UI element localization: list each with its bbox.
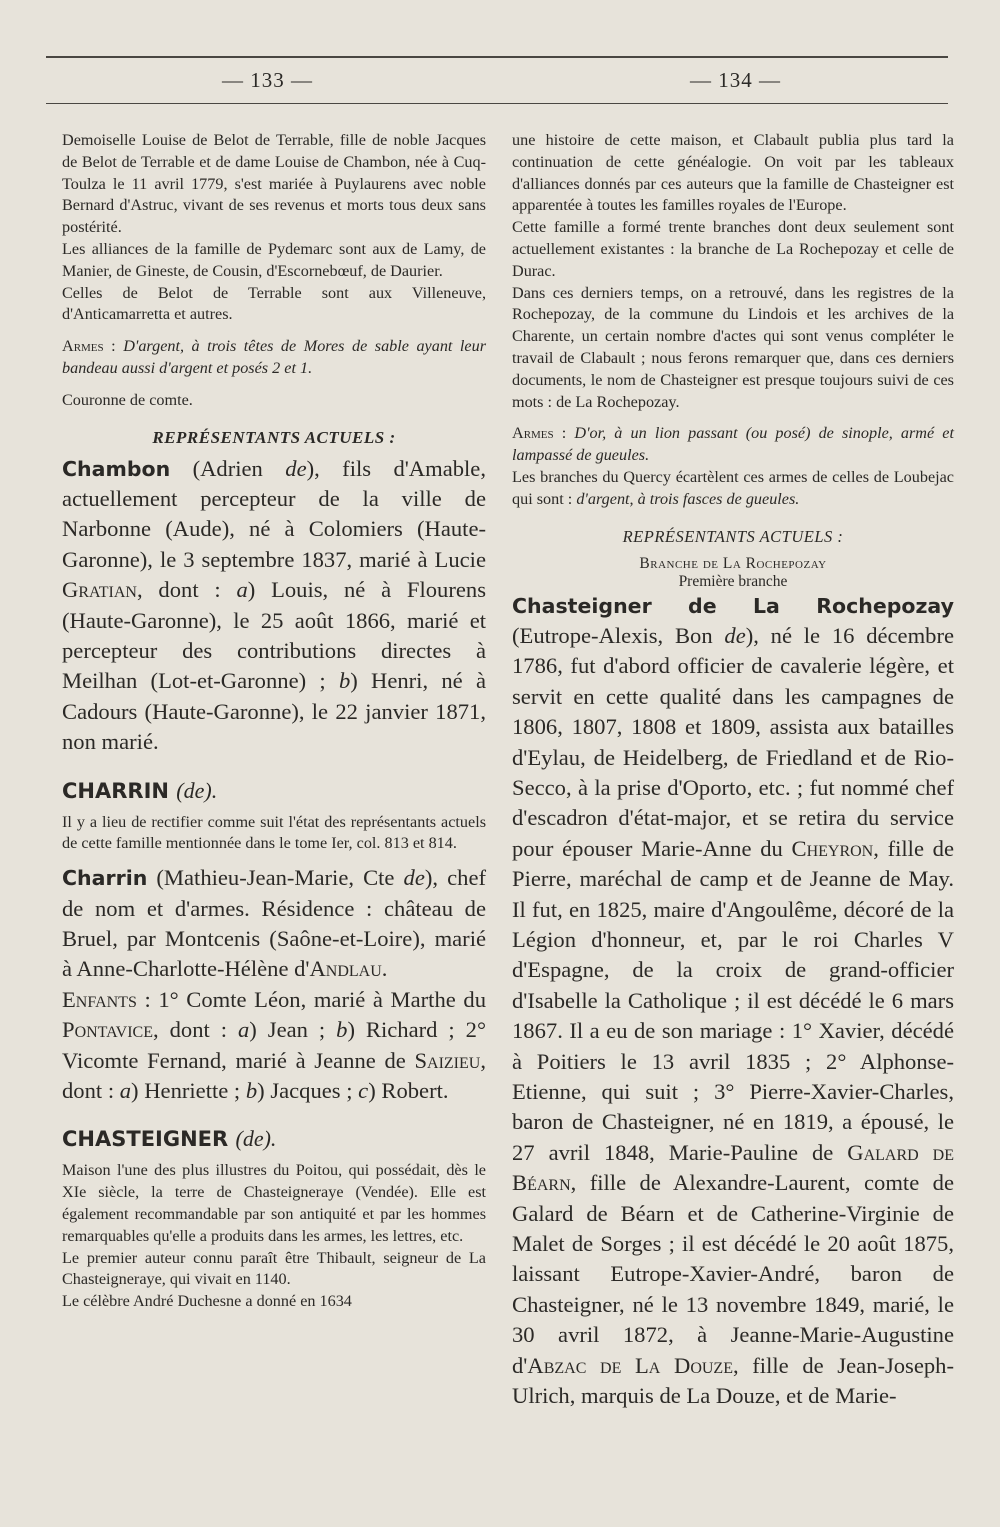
chasteigner-heading: CHASTEIGNER (de).: [62, 1126, 277, 1152]
premiere-branche: Première branche: [678, 572, 788, 590]
charrin-entry: Charrin (Mathieu-Jean-Marie, Cte de), chef de nom et d'armes. Résidence : château de Bruel, par Montcenis (Saône-et-Loire), marié à Anne-Charlotte-Hélène d'Andlau.: [62, 865, 486, 982]
charrin-heading: CHARRIN (de).: [62, 777, 218, 803]
left-page-number: — 133 —: [222, 68, 313, 92]
charrin-note: Il y a lieu de rectifier comme suit l'état des représentants actuels de cette famille mentionnée dans le tome Ier, col. 813 et 814.: [62, 812, 486, 853]
header-rule: [46, 103, 948, 104]
right-page-number: — 134 —: [690, 68, 781, 92]
right-paragraph-2: Cette famille a formé trente branches dont deux seulement sont actuellement existantes : la branche de La Rochepozay et celle de Durac.: [512, 218, 954, 280]
enfants-entry: Enfants : 1° Comte Léon, marié à Marthe du Pontavice, dont : a) Jean ; b) Richard ; 2° Vicomte Fernand, marié à Jeanne de Saizieu, dont : a) Henriette ; b) Jacques ; c) Robert.: [62, 986, 486, 1104]
right-paragraph-3: Dans ces derniers temps, on a retrouvé, dans les registres de la Rochepozay, de la commune du Lindois et les archives de la Charente, un certain nombre d'actes qui sont venus compléter le travail de Clabault ; nous ferons remarquer que, dans ces derniers documents, le nom de Chasteigner est presque toujours suivi de ces mots : de La Rochepozay.: [512, 283, 954, 411]
chasteigner-paragraph-3: Le célèbre André Duchesne a donné en 1634: [62, 1292, 352, 1311]
right-column: [512, 130, 954, 1412]
chasteigner-paragraph-1: Maison l'une des plus illustres du Poitou, qui possédait, dès le XIe siècle, la terre de Chasteigneraye (Vendée). Elle est également recommandable par son antiquité et par les hommes remarquables qu'elle a produits dans les armes, les lettres, etc.: [62, 1161, 486, 1245]
left-column: [62, 130, 486, 1313]
branche-heading: Branche de La Rochepozay: [639, 554, 827, 572]
charrin-name: Charrin: [62, 866, 148, 891]
left-armes: Armes : D'argent, à trois têtes de Mores de sable ayant leur bandeau aussi d'argent et posés 2 et 1.: [62, 337, 487, 377]
couronne-line: Couronne de comte.: [62, 390, 193, 409]
chambon-name: Chambon: [62, 456, 171, 481]
left-paragraph-1: Demoiselle Louise de Belot de Terrable, fille de noble Jacques de Belot de Terrable et de dame Louise de Chambon, née à Cuq-Toulza le 11 avril 1779, s'est mariée à Puylaurens avec noble Bernard d'Astruc, vivant de ses revenus et morts tous deux sans postérité.: [62, 131, 486, 237]
left-paragraph-3: Celles de Belot de Terrable sont aux Villeneuve, d'Anticamarretta et autres.: [62, 283, 486, 324]
armes-label: Armes: [62, 337, 104, 356]
chasteigner-paragraph-2: Le premier auteur connu paraît être Thibault, seigneur de La Chasteigneraye, qui vivait en 1140.: [62, 1248, 486, 1289]
armes-text: D'argent, à trois têtes de Mores de sable ayant leur bandeau aussi d'argent et posés 2 et 1.: [62, 337, 487, 377]
right-paragraph-1: une histoire de cette maison, et Clabault publia plus tard la continuation de cette généalogie. On voit par les tableaux d'alliances donnés par ces auteurs que la famille de Chasteigner est apparentée à toutes les familles royales de l'Europe.: [512, 131, 954, 215]
right-armes: Armes : D'or, à un lion passant (ou posé) de sinople, armé et lampassé de gueules.: [512, 424, 954, 465]
chasteigner-rochepozay-entry: Chasteigner de La Rochepozay (Eutrope-Alexis, Bon de), né le 16 décembre 1786, fut d'abord officier de cavalerie légère, et servit en cette qualité dans les campagnes de 1806, 1807, 1808 et 1809, assista aux batailles d'Eylau, de Heidelberg, de Friedland et de Rio-Secco, à la prise d'Oporto, etc. ; fut nommé chef d'escadron d'état-major, et se retira du service pour épouser Marie-Anne du Cheyron, fille de Pierre, maréchal de camp et de Jeanne de May. Il fut, en 1825, maire d'Angoulême, décoré de la Légion d'honneur, et, par le roi Charles V d'Espagne, de la croix de grand-officier d'Isabelle la Catholique ; il est décédé le 6 mars 1867. Il a eu de son mariage : 1° Xavier, décédé à Poitiers le 13 avril 1835 ; 2° Alphonse-Etienne, qui suit ; 3° Pierre-Xavier-Charles, baron de Chasteigner, né en 1819, a épousé, le 27 avril 1848, Marie-Pauline de Galard de Béarn, fille de Alexandre-Laurent, comte de Galard de Béarn et de Catherine-Virginie de Malet de Sorges ; il est décédé le 20 août 1875, laissant Eutrope-Xavier-André, baron de Chasteigner, né le 13 novembre 1849, marié, le 30 avril 1872, à Jeanne-Marie-Augustine d'Abzac de La Douze, fille de Jean-Joseph-Ulrich, marquis de La Douze, et de Marie-: [512, 593, 954, 1409]
representants-heading-left: REPRÉSENTANTS ACTUELS :: [152, 427, 396, 447]
top-rule: [46, 56, 948, 58]
quercy-paragraph: Les branches du Quercy écartèlent ces armes de celles de Loubejac qui sont : d'argent, à trois fasces de gueules.: [512, 467, 954, 508]
chambon-entry: Chambon (Adrien de), fils d'Amable, actuellement percepteur de la ville de Narbonne (Aude), né à Colomiers (Haute-Garonne), le 3 septembre 1837, marié à Lucie Gratian, dont : a) Louis, né à Flourens (Haute-Garonne), le 25 août 1866, marié et percepteur des contributions directes à Meilhan (Lot-et-Garonne) ; b) Henri, né à Cadours (Haute-Garonne), le 22 janvier 1871, non marié.: [62, 455, 486, 755]
left-paragraph-2: Les alliances de la famille de Pydemarc sont aux de Lamy, de Manier, de Gineste, de Cousin, d'Escornebœuf, de Daurier.: [62, 239, 486, 280]
representants-heading-right: REPRÉSENTANTS ACTUELS :: [622, 526, 844, 546]
chasteigner-rochepozay-name: Chasteigner de La Rochepozay: [512, 593, 954, 618]
